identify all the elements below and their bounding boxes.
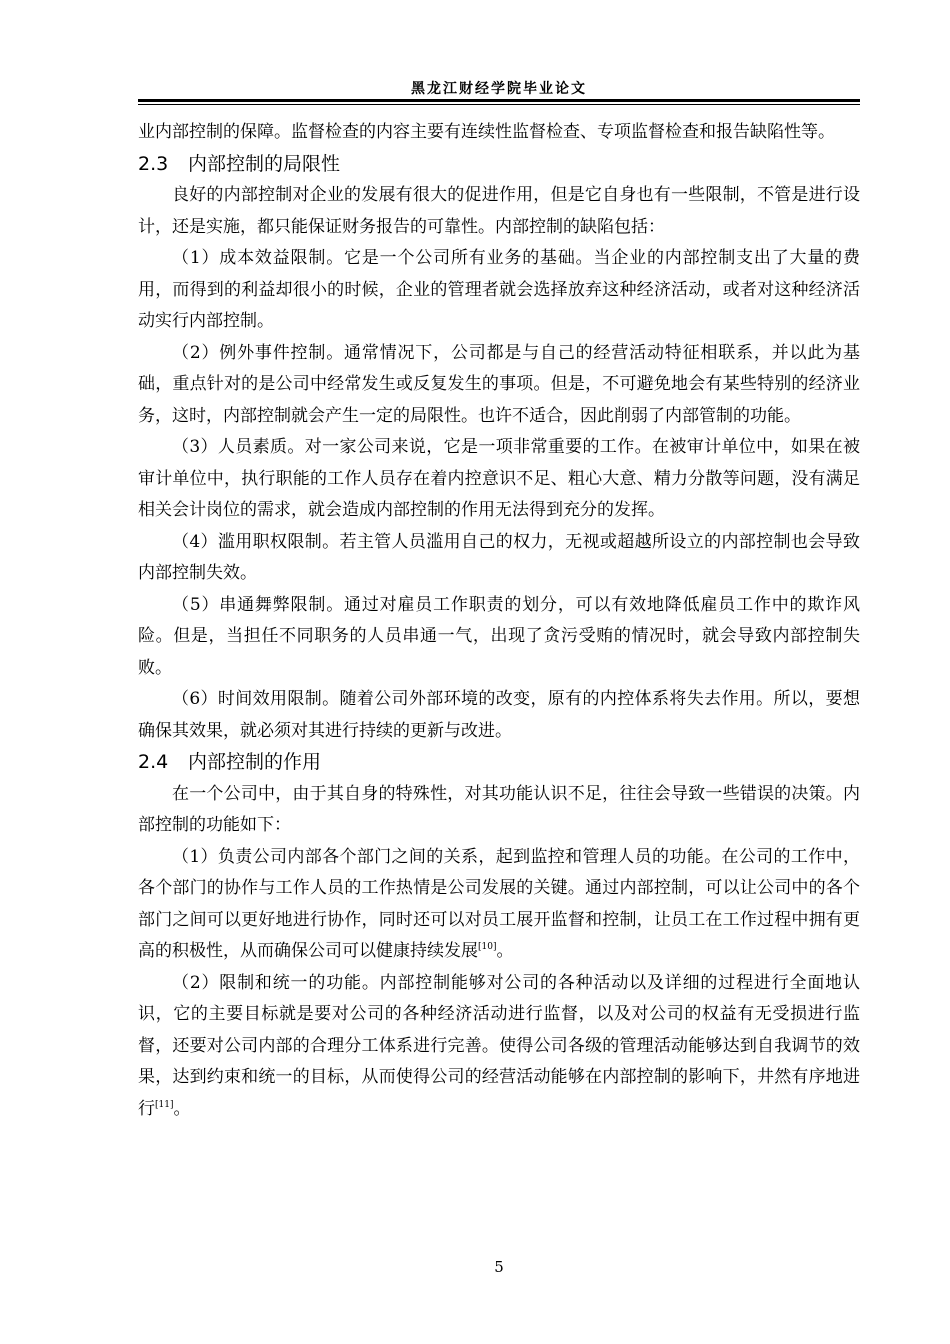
running-header: 黑龙江财经学院毕业论文 xyxy=(411,81,587,97)
list-paragraph: （1）成本效益限制。它是一个公司所有业务的基础。当企业的内部控制支出了大量的费用，而得到的利益却很小的时候，企业的管理者就会选择放弃这种经济活动，或者对这种经济活动实行内部控制。 xyxy=(138,248,860,331)
paragraph-end: 。 xyxy=(496,941,514,961)
section-title: 内部控制的作用 xyxy=(188,751,322,773)
citation-ref: [10] xyxy=(478,942,497,952)
page-number: 5 xyxy=(494,1258,504,1276)
section-number: 2.4 xyxy=(138,751,169,773)
paragraph-text: （2）限制和统一的功能。内部控制能够对公司的各种活动以及详细的过程进行全面地认识，它的主要目标就是要对公司的各种经济活动进行监督，以及对公司的权益有无受损进行监督，还要对公司内部的合理分工体系进行完善。使得公司各级的管理活动能够达到自我调节的效果，达到约束和统一的目标，从而使得公司的经营活动能够在内部控制的影响下，井然有序地进行 xyxy=(138,972,860,1119)
paragraph: 在一个公司中，由于其自身的特殊性，对其功能认识不足，往往会导致一些错误的决策。内部控制的功能如下： xyxy=(138,783,860,835)
section-title: 内部控制的局限性 xyxy=(188,152,341,175)
section-number: 2.3 xyxy=(138,152,169,175)
header-rule-thick xyxy=(138,99,860,102)
list-paragraph: （3）人员素质。对一家公司来说，它是一项非常重要的工作。在被审计单位中，如果在被审计单位中，执行职能的工作人员存在着内控意识不足、粗心大意、精力分散等问题，没有满足相关会计岗位的需求，就会造成内部控制的作用无法得到充分的发挥。 xyxy=(138,437,860,520)
citation-ref: [11] xyxy=(155,1099,174,1110)
paragraph-end: 。 xyxy=(173,1098,191,1119)
section-heading-2-4 xyxy=(138,747,860,779)
list-paragraph: （4）滥用职权限制。若主管人员滥用自己的权力，无视或超越所设立的内部控制也会导致内部控制失效。 xyxy=(138,531,860,583)
paragraph-text: （1）负责公司内部各个部门之间的关系，起到监控和管理人员的功能。在公司的工作中，各个部门的协作与工作人员的工作热情是公司发展的关键。通过内部控制，可以让公司中的各个部门之间可以更好地进行协作，同时还可以对员工展开监督和控制，让员工在工作过程中拥有更高的积极性，从而确保公司可以健康持续发展 xyxy=(138,846,860,961)
list-paragraph: （6）时间效用限制。随着公司外部环境的改变，原有的内控体系将失去作用。所以，要想确保其效果，就必须对其进行持续的更新与改进。 xyxy=(138,689,860,741)
section-heading-2-3 xyxy=(138,149,860,181)
list-paragraph xyxy=(138,968,860,1126)
page-body xyxy=(138,117,860,1125)
header-rule-thin xyxy=(138,104,860,105)
list-paragraph xyxy=(138,842,860,968)
list-paragraph: （2）例外事件控制。通常情况下，公司都是与自己的经营活动特征相联系，并以此为基础，重点针对的是公司中经常发生或反复发生的事项。但是，不可避免地会有某些特别的经济业务，这时，内部控制就会产生一定的局限性。也许不适合，因此削弱了内部管制的功能。 xyxy=(138,342,860,426)
list-paragraph: （5）串通舞弊限制。通过对雇员工作职责的划分，可以有效地降低雇员工作中的欺诈风险。但是，当担任不同职务的人员串通一气，出现了贪污受贿的情况时，就会导致内部控制失败。 xyxy=(138,594,860,678)
paragraph-continued: 业内部控制的保障。监督检查的内容主要有连续性监督检查、专项监督检查和报告缺陷性等。 xyxy=(138,122,835,142)
paragraph: 良好的内部控制对企业的发展有很大的促进作用，但是它自身也有一些限制，不管是进行设计，还是实施，都只能保证财务报告的可靠性。内部控制的缺陷包括： xyxy=(138,185,860,237)
